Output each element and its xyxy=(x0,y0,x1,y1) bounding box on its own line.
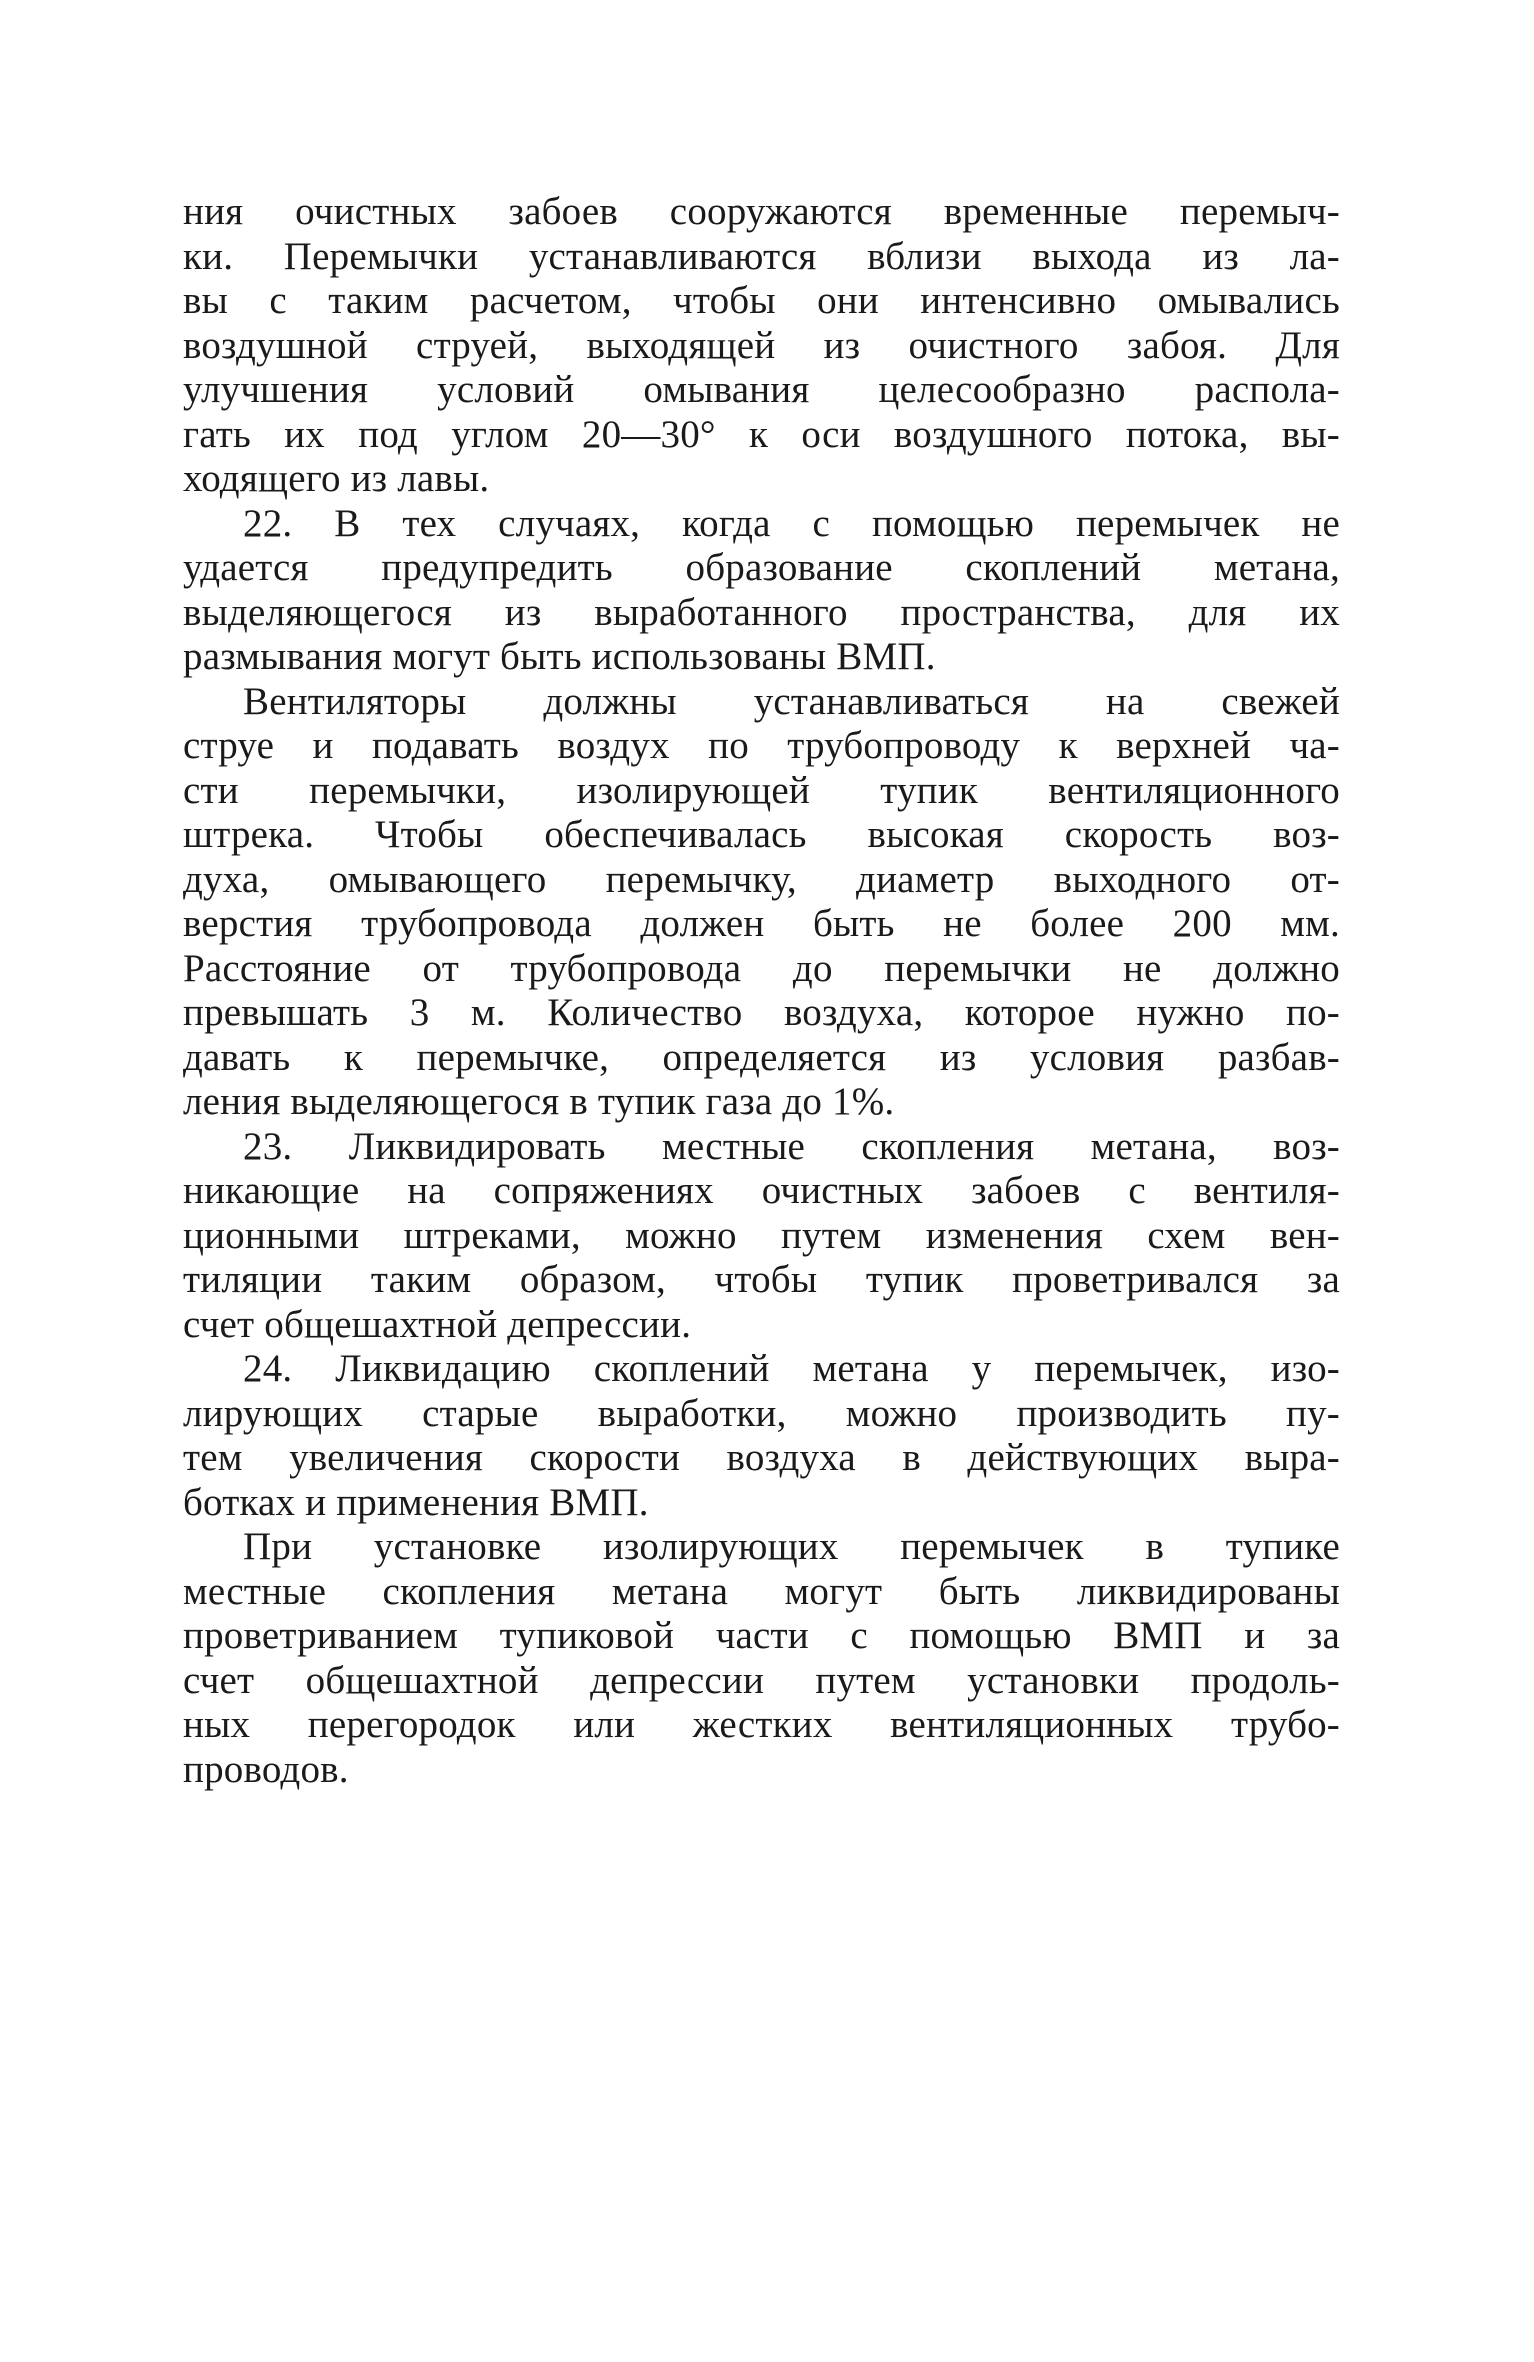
body-text xyxy=(183,190,1340,1792)
text-line: ботках и применения ВМП. xyxy=(183,1480,649,1524)
text-line: лирующих старые выработки, можно производить пу- xyxy=(183,1391,1340,1435)
text-line: никающие на сопряжениях очистных забоев с вентиля- xyxy=(183,1169,1340,1212)
text-line: 22. В тех случаях, когда с помощью перемычек не xyxy=(243,501,1340,545)
text-line: проветриванием тупиковой части с помощью ВМП и за xyxy=(183,1614,1340,1657)
text-line: счет общешахтной депрессии. xyxy=(183,1302,692,1346)
text-line: ционными штреками, можно путем изменения схем вен- xyxy=(183,1213,1340,1257)
text-line: улучшения условий омывания целесообразно распола- xyxy=(183,368,1340,411)
text-line: проводов. xyxy=(183,1747,349,1791)
text-line: ходящего из лавы. xyxy=(183,457,490,500)
text-line: струе и подавать воздух по трубопроводу к верхней ча- xyxy=(183,724,1340,767)
text-line: При установке изолирующих перемычек в тупике xyxy=(243,1525,1340,1568)
text-line: ных перегородок или жестких вентиляционных трубо- xyxy=(183,1703,1340,1746)
text-line: сти перемычки, изолирующей тупик вентиляционного xyxy=(183,768,1340,812)
text-line: ния очистных забоев сооружаются временные перемыч- xyxy=(183,190,1340,233)
text-line: счет общешахтной депрессии путем установки продоль- xyxy=(183,1658,1340,1702)
text-line: Вентиляторы должны устанавливаться на свежей xyxy=(243,679,1340,723)
text-line: 24. Ликвидацию скоплений метана у перемычек, изо- xyxy=(243,1347,1340,1390)
text-line: вы с таким расчетом, чтобы они интенсивно омывались xyxy=(183,279,1340,322)
text-line: тиляции таким образом, чтобы тупик проветривался за xyxy=(183,1258,1340,1301)
text-line: выделяющегося из выработанного пространства, для их xyxy=(183,590,1340,634)
text-line: давать к перемычке, определяется из условия разбав- xyxy=(183,1035,1340,1079)
text-line: 23. Ликвидировать местные скопления метана, воз- xyxy=(243,1124,1340,1168)
text-line: ки. Перемычки устанавливаются вблизи выхода из ла- xyxy=(183,234,1340,278)
text-line: штрека. Чтобы обеспечивалась высокая скорость воз- xyxy=(183,813,1340,856)
text-line: Расстояние от трубопровода до перемычки не должно xyxy=(183,946,1340,990)
text-line: тем увеличения скорости воздуха в действующих выра- xyxy=(183,1436,1340,1479)
text-line: удается предупредить образование скоплений метана, xyxy=(183,546,1340,589)
text-line: верстия трубопровода должен быть не более 200 мм. xyxy=(183,902,1340,945)
text-line: воздушной струей, выходящей из очистного забоя. Для xyxy=(183,323,1340,367)
text-line: ления выделяющегося в тупик газа до 1%. xyxy=(183,1080,895,1123)
text-line: превышать 3 м. Количество воздуха, которое нужно по- xyxy=(183,991,1340,1034)
text-line: размывания могут быть использованы ВМП. xyxy=(183,635,936,678)
text-line: духа, омывающего перемычку, диаметр выходного от- xyxy=(183,857,1340,901)
text-line: гать их под углом 20—30° к оси воздушного потока, вы- xyxy=(183,412,1340,456)
text-line: местные скопления метана могут быть ликвидированы xyxy=(183,1569,1340,1613)
